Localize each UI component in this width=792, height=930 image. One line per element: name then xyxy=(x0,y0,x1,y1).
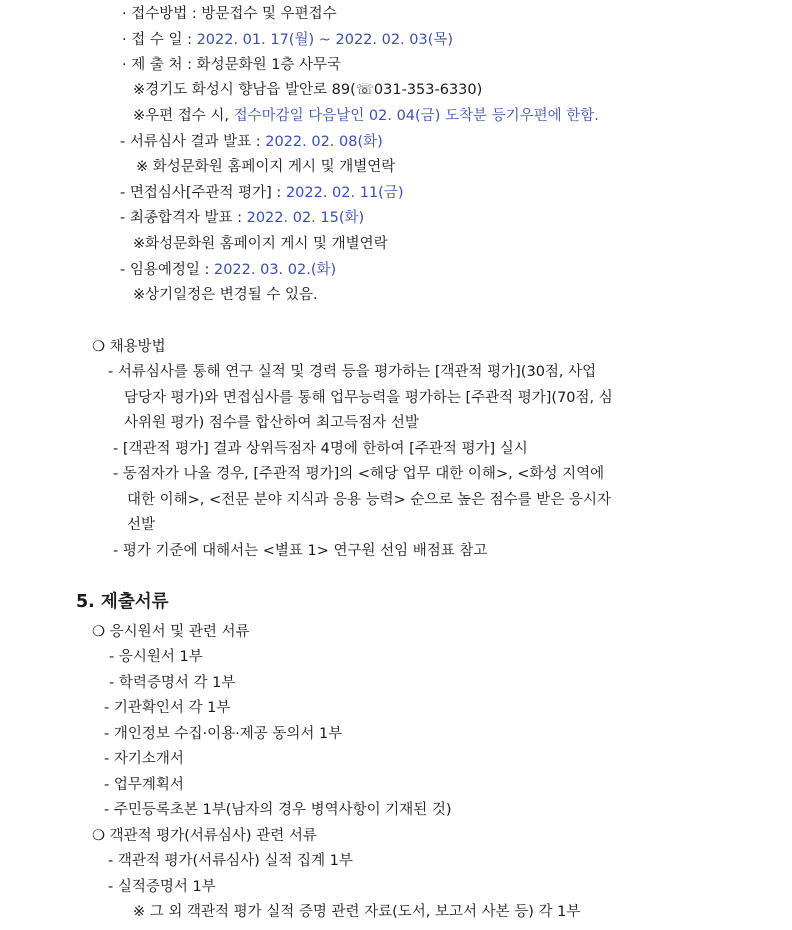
application-documents-heading: ❍ 응시원서 및 관련 서류 xyxy=(92,624,250,640)
submission-place: · 제 출 처 : 화성문화원 1층 사무국 xyxy=(122,57,342,73)
mail-note-highlight: 접수마감일 다음날인 02. 04(금) 도착분 등기우편에 한함. xyxy=(233,108,599,124)
final-announcement xyxy=(120,208,364,228)
submission-period xyxy=(122,30,453,50)
start-date-value: 2022. 03. 02.(화) xyxy=(213,262,337,278)
list-item: - 자기소개서 xyxy=(104,751,184,767)
hiring-item-2: - [객관적 평가] 결과 상위득점자 4명에 한하여 [주관적 평가] 실시 xyxy=(113,441,528,457)
section-5-title: 5. 제출서류 xyxy=(76,592,169,612)
hiring-item-1-line-1: - 서류심사를 통해 연구 실적 및 경력 등을 평가하는 [객관적 평가](30점, 사업 xyxy=(108,364,597,380)
start-date-label: - 임용예정일 : xyxy=(120,262,214,278)
document-result-label: - 서류심사 결과 발표 : xyxy=(120,134,266,150)
hiring-item-3-line-2: 대한 이해>, <전문 분야 지식과 응용 능력> 순으로 높은 점수를 받은 응시자 xyxy=(127,492,611,508)
interview-schedule xyxy=(120,183,404,203)
hiring-item-3-line-1: - 동점자가 나올 경우, [주관적 평가]의 <해당 업무 대한 이해>, <화성 지역에 xyxy=(113,466,605,482)
final-label: - 최종합격자 발표 : xyxy=(120,210,247,226)
interview-date: 2022. 02. 11(금) xyxy=(285,185,404,201)
submission-period-label: · 접 수 일 : xyxy=(122,32,197,48)
objective-evaluation-note: ※ 그 외 객관적 평가 실적 증명 관련 자료(도서, 보고서 사본 등) 각 1부 xyxy=(133,904,581,920)
hiring-item-4: - 평가 기준에 대해서는 <별표 1> 연구원 선임 배점표 참고 xyxy=(113,543,488,559)
list-item: - 객관적 평가(서류심사) 실적 집계 1부 xyxy=(108,853,353,869)
document-result-date: 2022. 02. 08(화) xyxy=(265,134,383,150)
hiring-item-1-line-2: 담당자 평가)와 면접심사를 통해 업무능력을 평가하는 [주관적 평가](70점, 심 xyxy=(124,390,613,406)
submission-period-value: 2022. 01. 17(월) ~ 2022. 02. 03(목) xyxy=(196,32,454,48)
list-item: - 학력증명서 각 1부 xyxy=(109,675,236,691)
submission-address-note: ※경기도 화성시 향남읍 발안로 89(☏031-353-6330) xyxy=(133,82,483,98)
list-item: - 기관확인서 각 1부 xyxy=(104,700,231,716)
final-date: 2022. 02. 15(화) xyxy=(246,210,365,226)
start-date xyxy=(120,260,336,280)
hiring-method-heading: ❍ 채용방법 xyxy=(92,339,166,355)
hiring-item-3-line-3: 선발 xyxy=(127,517,156,533)
schedule-change-note: ※상기일정은 변경될 수 있음. xyxy=(133,287,318,303)
mail-submission-note xyxy=(133,106,599,126)
submission-method: · 접수방법 : 방문접수 및 우편접수 xyxy=(122,6,337,22)
objective-evaluation-documents-heading: ❍ 객관적 평가(서류심사) 관련 서류 xyxy=(92,828,317,844)
final-announcement-note: ※화성문화원 홈페이지 게시 및 개별연락 xyxy=(133,236,388,252)
list-item: - 응시원서 1부 xyxy=(109,649,203,665)
hiring-item-1-line-3: 사위원 평가) 점수를 합산하여 최고득점자 선발 xyxy=(124,415,419,431)
list-item: - 주민등록초본 1부(남자의 경우 병역사항이 기재된 것) xyxy=(104,802,452,818)
mail-note-prefix: ※우편 접수 시, xyxy=(133,108,234,124)
list-item: - 실적증명서 1부 xyxy=(108,879,216,895)
list-item: - 개인정보 수집·이용·제공 동의서 1부 xyxy=(104,726,343,742)
document-result-note: ※ 화성문화원 홈페이지 게시 및 개별연락 xyxy=(136,159,396,175)
list-item: - 업무계획서 xyxy=(104,777,184,793)
interview-label: - 면접심사[주관적 평가] : xyxy=(120,185,286,201)
document-result-announcement xyxy=(120,132,383,152)
